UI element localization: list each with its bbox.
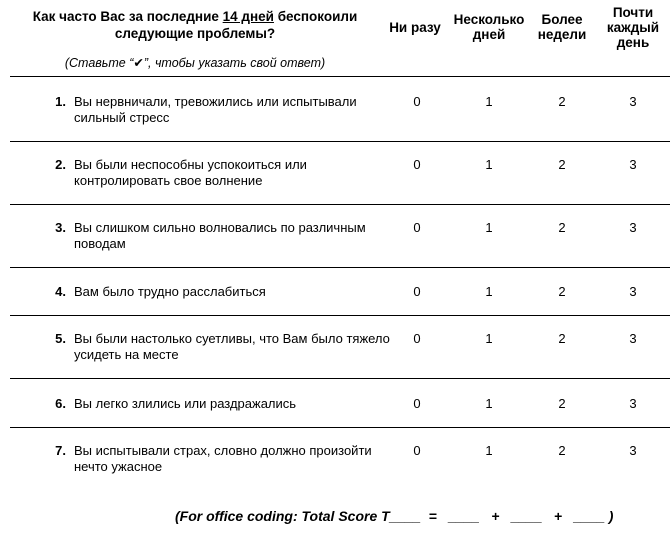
answer-hint: (Ставьте “✔”, чтобы указать свой ответ) xyxy=(64,56,326,70)
option-never[interactable]: 0 xyxy=(413,396,421,411)
option-never[interactable]: 0 xyxy=(413,157,421,172)
row-divider xyxy=(10,204,670,205)
option-more-than-week[interactable]: 2 xyxy=(558,284,566,299)
question-text: Вы слишком сильно волновались по различным поводам xyxy=(74,220,366,251)
option-nearly-every-day[interactable]: 3 xyxy=(629,220,637,235)
option-nearly-every-day[interactable]: 3 xyxy=(629,284,637,299)
option-more-than-week[interactable]: 2 xyxy=(558,157,566,172)
question-number: 1. xyxy=(55,94,66,109)
option-several-days[interactable]: 1 xyxy=(485,94,493,109)
question-text: Вы легко злились или раздражались xyxy=(74,396,297,411)
office-coding-total-score: (For office coding: Total Score T____ = ____ + ____ + ____ ) xyxy=(175,508,614,524)
option-nearly-every-day[interactable]: 3 xyxy=(629,157,637,172)
option-several-days[interactable]: 1 xyxy=(485,443,493,458)
option-never[interactable]: 0 xyxy=(413,94,421,109)
column-header-nearly-every-day: Почти каждый день xyxy=(606,4,660,50)
question-number: 7. xyxy=(55,443,66,458)
column-header-several-days: Несколько дней xyxy=(453,12,525,42)
option-more-than-week[interactable]: 2 xyxy=(558,220,566,235)
option-more-than-week[interactable]: 2 xyxy=(558,94,566,109)
question-text: Вам было трудно расслабиться xyxy=(74,284,266,299)
option-never[interactable]: 0 xyxy=(413,331,421,346)
row-divider xyxy=(10,427,670,428)
row-divider xyxy=(10,267,670,268)
question-number: 6. xyxy=(55,396,66,411)
row-divider xyxy=(10,378,670,379)
question-number: 2. xyxy=(55,157,66,172)
option-never[interactable]: 0 xyxy=(413,220,421,235)
question-number: 3. xyxy=(55,220,66,235)
column-header-more-than-week: Более недели xyxy=(537,12,587,42)
option-nearly-every-day[interactable]: 3 xyxy=(629,331,637,346)
header-divider xyxy=(10,76,670,77)
option-several-days[interactable]: 1 xyxy=(485,220,493,235)
row-divider xyxy=(10,141,670,142)
question-text: Вы были настолько суетливы, что Вам было тяжело усидеть на месте xyxy=(74,331,390,362)
questionnaire-question xyxy=(10,8,380,42)
option-nearly-every-day[interactable]: 3 xyxy=(629,443,637,458)
question-text-end: беспокоили следующие проблемы? xyxy=(114,9,358,41)
option-never[interactable]: 0 xyxy=(413,284,421,299)
option-more-than-week[interactable]: 2 xyxy=(558,443,566,458)
option-several-days[interactable]: 1 xyxy=(485,284,493,299)
option-several-days[interactable]: 1 xyxy=(485,157,493,172)
question-number: 4. xyxy=(55,284,66,299)
option-several-days[interactable]: 1 xyxy=(485,396,493,411)
column-header-never: Ни разу xyxy=(389,19,441,35)
question-number: 5. xyxy=(55,331,66,346)
question-text: Вы нервничали, тревожились или испытывали сильный стресс xyxy=(74,94,357,125)
question-text-start: Как часто Вас за последние xyxy=(32,9,223,24)
option-several-days[interactable]: 1 xyxy=(485,331,493,346)
question-text: Вы были неспособны успокоиться или контролировать свое волнение xyxy=(74,157,307,188)
option-nearly-every-day[interactable]: 3 xyxy=(629,396,637,411)
question-period: 14 дней xyxy=(222,9,274,24)
row-divider xyxy=(10,315,670,316)
option-nearly-every-day[interactable]: 3 xyxy=(629,94,637,109)
option-more-than-week[interactable]: 2 xyxy=(558,331,566,346)
question-text: Вы испытывали страх, словно должно произойти нечто ужасное xyxy=(74,443,372,474)
option-never[interactable]: 0 xyxy=(413,443,421,458)
option-more-than-week[interactable]: 2 xyxy=(558,396,566,411)
